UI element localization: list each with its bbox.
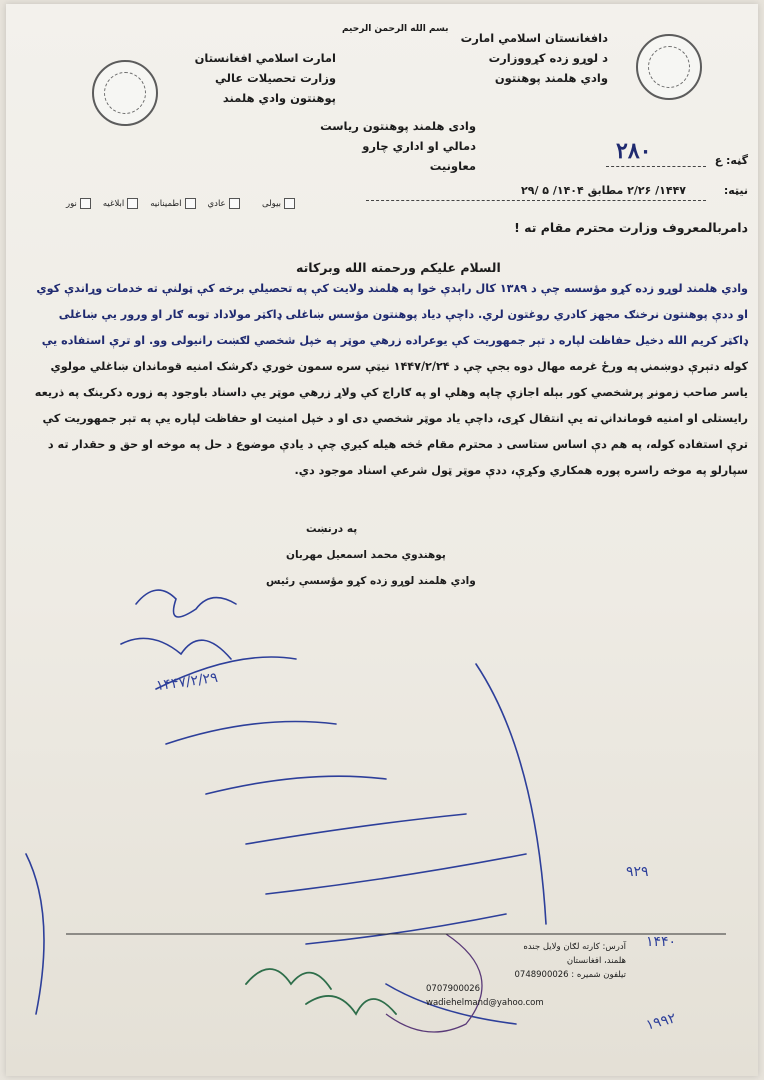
- letter-page: [6, 4, 758, 1076]
- header-left-line: پوهنتون وادي هلمند: [222, 91, 336, 105]
- body-line: ترې استفاده کوله، په هم دې اساس ستاسی د محترم مقام څخه هیله کیږي چې د یادې موضوع د حل په موخه او حق و حقدار ته د: [47, 438, 748, 451]
- signature-closing: په درنښت: [306, 523, 358, 535]
- number-value: ۲۸۰: [616, 138, 652, 164]
- green-signature: [246, 969, 331, 989]
- footer-phones: [426, 968, 626, 982]
- footer-phone: 0707900026: [426, 984, 481, 994]
- ink-stroke: [476, 664, 546, 924]
- urgency-label: عادي: [207, 198, 226, 209]
- ink-stroke: [166, 722, 336, 745]
- footer-phone-label: تیلفون شمیره :: [571, 970, 626, 980]
- ink-stroke: [206, 776, 386, 794]
- header-right-line: دافغانستان اسلامي امارت: [460, 31, 608, 45]
- footer-email: wadiehelmand@yahoo.com: [426, 998, 544, 1008]
- bismillah: بسم الله الرحمن الرحیم: [342, 24, 449, 34]
- signature-name: پوهندوي محمد اسمعیل مهربان: [286, 549, 446, 561]
- ink-stroke: [266, 854, 526, 894]
- signature-title: وادي هلمند لوړو زده کړو مؤسسې رئیس: [266, 575, 476, 587]
- number-label: گڼه: ع: [714, 154, 748, 167]
- footer-address-block: [426, 940, 626, 1010]
- body-line: وادي هلمند لوړو زده کړو مؤسسه چې د ۱۳۸۹ کال راېدې خوا په هلمند ولایت کې په تحصیلي برخه کې ټولنې ته خدمات وړاندې کوي: [36, 282, 748, 295]
- body-line: یاسر صاحب زمونږ پرشخصي کور بېله اجازې چاپه وهلې او په ګاراج کې ولاړ زرهي موټر یې داسناد باوجود په زوره دکرینګ په ذریعه: [34, 386, 748, 399]
- date-value: ۱۴۴۷/ ۲/۲۶ مطابق ۱۴۰۴/ ۵ /۲۹: [521, 184, 686, 197]
- header-center-line: وادی هلمند پوهنتون ریاست: [320, 119, 476, 133]
- body-line: رایستلی او امنیه قوماندانۍ ته یې انتقال کړی، داچې یاد موټر شخصي دی او د خپل امنیت او حفاظت لپاره یې په تېر جمهوریت کې: [42, 412, 748, 425]
- greeting: السلام علیکم ورحمته الله وبرکاته: [296, 260, 501, 275]
- urgency-label: اطمینانیه: [150, 198, 182, 209]
- header-right-line: د لوړو زده کړووزارت: [488, 51, 608, 65]
- signature-scribble: [136, 590, 236, 617]
- body-line: سپارلو په موخه راسره پوره همکاري وکړې، ددې موټر ټول شرعي اسناد موجود دي.: [294, 464, 748, 477]
- addressee-line: دامربالمعروف وزارت محترم مقام ته !: [514, 220, 748, 235]
- footer-address: آدرس: کارته لګان ولایل جنده: [523, 942, 626, 952]
- ink-stroke: [26, 854, 44, 1014]
- signature-scribble: [121, 638, 231, 659]
- date-label: نیټه:: [723, 184, 748, 197]
- handwritten-ref-number: ۹۲۹: [626, 864, 649, 880]
- handwritten-annotations: [6, 4, 758, 1076]
- header-left-line: امارت اسلامي افغانستان: [194, 51, 336, 65]
- handwritten-year: ۱۴۴۰: [646, 934, 677, 950]
- header-center-line: دمالي او اداري چارو معاونیت: [362, 139, 476, 173]
- footer-city: هلمند، افغانستان: [566, 956, 626, 966]
- urgency-label: بیولی: [262, 198, 281, 209]
- ink-stroke: [246, 814, 466, 844]
- footer-phone: 0748900026: [514, 970, 569, 980]
- urgency-label: ابلاغیه: [102, 198, 125, 209]
- green-signature: [306, 996, 396, 1014]
- body-line: کوله دتېرې دوښمنۍ په ورځ غرمه مهال دوه بجې چې د ۱۴۴۷/۲/۲۴ نیټې سره سمون خوري دګرشک امنیه قوماندان ښاغلي مولوي: [50, 360, 748, 373]
- header-right-line: وادي هلمند پوهنتون: [494, 71, 608, 85]
- handwritten-date: ۱۴۴۷/۲/۲۹: [155, 669, 219, 695]
- urgency-label: نور: [66, 198, 77, 209]
- handwritten-code: ۱۹۹۲: [644, 1010, 678, 1034]
- header-left-line: وزارت تحصیلات عالي: [215, 71, 336, 85]
- body-line: ډاکټر کریم الله دخیل حفاظت لپاره د تېر جمهوریت کې یوعراده زرهي موټر په خپل شخصي لګښت رانیولی وو. او ترې استفاده یې: [41, 334, 748, 347]
- body-line: او ددې پوهنتون نرخنګ مجهز کادري روغتون لري. داچې دیاد پوهنتون مؤسس ښاغلی ډاکټر مولاداد توبه ګار او ورور یې ښاغلی: [58, 308, 748, 321]
